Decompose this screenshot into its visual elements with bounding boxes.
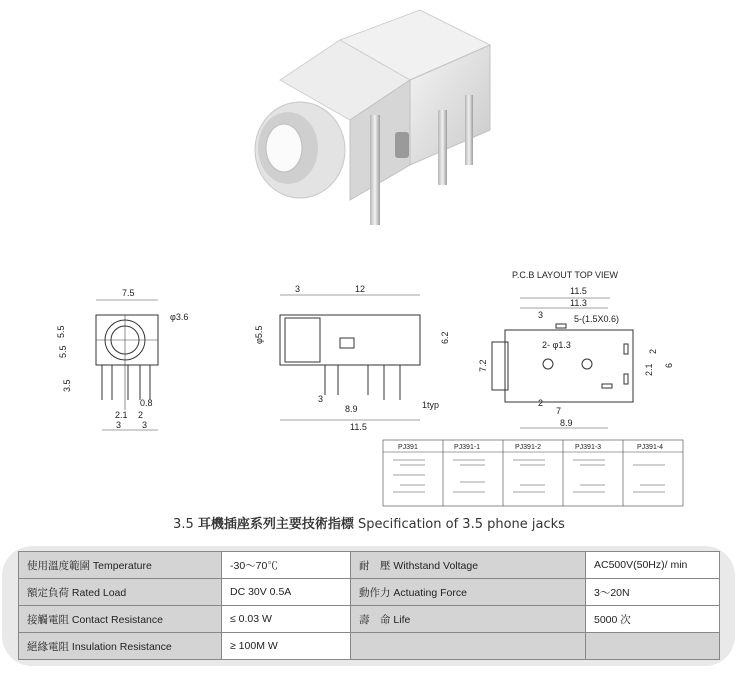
svg-text:11.3: 11.3 [570,298,587,308]
svg-text:5-(1.5X0.6): 5-(1.5X0.6) [574,314,620,324]
svg-text:0.8: 0.8 [140,398,153,408]
value-temperature: -30～70℃ [222,552,351,579]
svg-text:P.C.B LAYOUT TOP VIEW: P.C.B LAYOUT TOP VIEW [512,270,619,280]
label-insulation-resistance: 絕緣電阻 Insulation Resistance [19,633,222,660]
empty-cell [586,633,720,660]
value-insulation-resistance: ≥ 100M W [222,633,351,660]
svg-text:11.5: 11.5 [570,286,587,296]
svg-text:3: 3 [116,420,122,430]
svg-text:PJ391-2: PJ391-2 [515,444,542,451]
svg-text:3: 3 [142,420,148,430]
svg-text:7.2: 7.2 [478,359,488,372]
svg-text:3.5: 3.5 [62,379,72,392]
svg-text:PJ391: PJ391 [398,444,418,451]
spec-title [0,513,738,532]
value-actuating-force: 3～20N [586,579,720,606]
value-withstand-voltage: AC500V(50Hz)/ min [586,552,720,579]
label-temperature: 使用溫度範圍 Temperature [19,552,222,579]
svg-text:1typ: 1typ [422,400,440,410]
pcb-layout [478,270,674,428]
label-life: 壽 命 Life [351,606,586,633]
svg-text:2- φ1.3: 2- φ1.3 [542,340,571,350]
value-rated-load: DC 30V 0.5A [222,579,351,606]
svg-text:8.9: 8.9 [560,418,573,428]
svg-text:6.2: 6.2 [440,331,450,344]
technical-drawings [0,260,738,510]
spec-table [18,551,720,660]
svg-text:12: 12 [355,284,366,294]
svg-text:8.9: 8.9 [345,404,358,414]
table-row [19,579,720,606]
spec-title-num: 3.5 [173,517,194,532]
svg-text:2.1: 2.1 [644,363,654,376]
value-contact-resistance: ≤ 0.03 W [222,606,351,633]
svg-text:φ3.6: φ3.6 [170,312,189,322]
label-rated-load: 額定負荷 Rated Load [19,579,222,606]
svg-text:5.5: 5.5 [58,345,68,358]
svg-text:3: 3 [295,284,301,294]
label-actuating-force: 動作力 Actuating Force [351,579,586,606]
svg-text:11.5: 11.5 [350,422,367,432]
spec-title-en: Specification of 3.5 phone jacks [358,517,565,532]
side-view [254,284,450,432]
svg-text:PJ391-4: PJ391-4 [637,444,664,451]
empty-cell [351,633,586,660]
variant-schematics [383,440,683,506]
svg-text:2.1: 2.1 [115,410,128,420]
svg-text:5.5: 5.5 [56,325,66,338]
svg-text:2: 2 [138,410,144,420]
svg-text:7.5: 7.5 [122,288,135,298]
svg-text:7: 7 [556,406,562,416]
label-contact-resistance: 接觸電阻 Contact Resistance [19,606,222,633]
value-life: 5000 次 [586,606,720,633]
svg-text:PJ391-1: PJ391-1 [454,444,481,451]
svg-text:3: 3 [318,394,324,404]
svg-text:3: 3 [538,310,544,320]
table-row [19,552,720,579]
svg-text:PJ391-3: PJ391-3 [575,444,602,451]
svg-text:φ5.5: φ5.5 [254,325,264,344]
svg-text:6: 6 [664,362,674,368]
front-view [56,288,188,430]
table-row [19,606,720,633]
svg-text:2: 2 [648,348,658,354]
product-photo [240,0,520,240]
label-withstand-voltage: 耐 壓 Withstand Voltage [351,552,586,579]
spec-title-zh: 耳機插座系列主要技術指標 [197,517,354,532]
svg-text:2: 2 [538,398,544,408]
table-row [19,633,720,660]
